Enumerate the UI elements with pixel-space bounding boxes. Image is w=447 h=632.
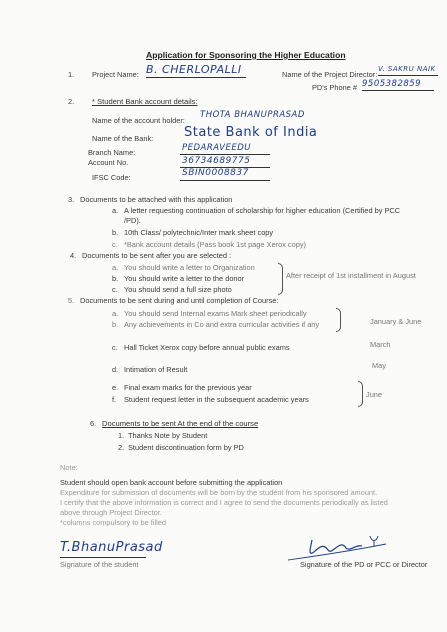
when-jan-june: January & June [370,317,422,326]
doc-item-a: A letter requesting continuation of scholarship for higher education (Certified by PCC [124,206,401,215]
ifsc-underline [180,180,270,181]
branch-value: PEDARAVEEDU [182,143,251,153]
pd-signature-label: Signature of the PD or PCC or Director [300,560,428,569]
section-number: 5. [68,296,75,305]
section-number: 6. [90,419,97,428]
item-letter: c. [112,343,118,352]
brace [278,263,283,295]
branch-underline [180,154,270,155]
brace [358,381,363,407]
project-name-label: Project Name: [92,70,139,79]
student-signature-line [60,557,146,558]
doc-item-b: 10th Class/ polytechnic/Inter mark sheet copy [124,228,274,237]
section-number: 4. [70,251,77,260]
item-letter: b. [112,320,119,329]
ifsc-label: IFSC Code: [92,173,131,182]
pd-phone-underline [362,90,434,91]
holder-value: THOTA BHANUPRASAD [200,110,305,120]
item-number: 2. [118,443,125,452]
after-selected-note: After receipt of 1st installment in August [286,271,416,280]
end-item-1: Thanks Note by Student [128,431,208,440]
end-item-2: Student discontinuation form by PD [128,443,244,452]
note-line: Student should open bank account before submitting the application [60,478,283,487]
section-number: 3. [68,195,75,204]
item-letter: c. [112,240,118,249]
during-item-a: You should send Internal exams Mark sheet periodically [124,309,307,318]
account-value: 36734689775 [182,156,251,166]
after-item-a: You should write a letter to Organization [124,263,255,272]
during-item-c: Hall Ticket Xerox copy before annual public exams [124,343,290,352]
student-signature: T.BhanuPrasad [60,540,163,555]
pd-signature-scribble [286,530,406,564]
when-may: May [372,361,386,370]
after-item-b: You should write a letter to the donor [124,274,245,283]
pd-phone-value: 9505382859 [362,79,422,89]
item-letter: b. [112,274,119,283]
note-line: I certify that the above information is correct and I agree to send the documents periodically as listed [60,498,388,507]
item-letter: b. [112,228,119,237]
project-director-value: V. SAKRU NAIK [378,65,436,73]
when-march: March [370,340,391,349]
item-number: 1. [118,431,125,440]
item-letter: e. [112,383,119,392]
during-item-e: Final exam marks for the previous year [124,383,252,392]
bank-name-label: Name of the Bank: [92,134,154,143]
end-course-heading: Documents to be sent At the end of the course [102,419,259,428]
after-selected-heading: Documents to be sent after you are selected : [82,251,232,260]
holder-label: Name of the account holder: [92,116,185,125]
bank-heading: * Student Bank account details: [92,97,198,106]
section-number: 2. [68,97,75,106]
note-line: *columns compulsory to be filled [60,518,166,527]
project-director-label: Name of the Project Director: [282,70,378,79]
when-june: June [366,390,383,399]
note-line: above through Project Director. [60,508,162,517]
item-letter: a. [112,309,119,318]
item-letter: f. [112,395,117,404]
account-label: Account No. [88,158,129,167]
documents-heading: Documents to be attached with this application [80,195,233,204]
bank-name-value: State Bank of India [184,125,318,140]
during-item-b: Any achievements in Co and extra curricular activities if any [124,320,320,329]
project-name-underline [146,77,246,78]
doc-item-c: *Bank account details (Pass book 1st page Xerox copy) [124,240,306,249]
branch-label: Branch Name: [88,148,136,157]
project-director-underline [378,75,438,76]
item-letter: c. [112,285,118,294]
after-item-c: You should send a full size photo [124,285,232,294]
during-item-d: Intimation of Result [124,365,188,374]
page-title: Application for Sponsoring the Higher Education [146,50,346,60]
project-name-value: B. CHERLOPALLI [146,63,242,76]
item-letter: d. [112,365,119,374]
pd-phone-label: PD's Phone # [312,83,357,92]
during-item-f: Student request letter in the subsequent academic years [124,395,309,404]
item-letter: a. [112,263,119,272]
during-course-heading: Documents to be sent during and until completion of Course: [80,296,279,305]
student-signature-label: Signature of the student [60,560,139,569]
doc-item-a-cont: /PD). [124,216,141,225]
note-label: Note: [60,463,78,472]
item-letter: a. [112,206,119,215]
section-number: 1. [68,70,75,79]
ifsc-value: SBIN0008837 [182,168,249,178]
brace [336,308,341,332]
note-line: Expenditure for submission of documents will be born by the student from his sponsored amount. [60,488,378,497]
